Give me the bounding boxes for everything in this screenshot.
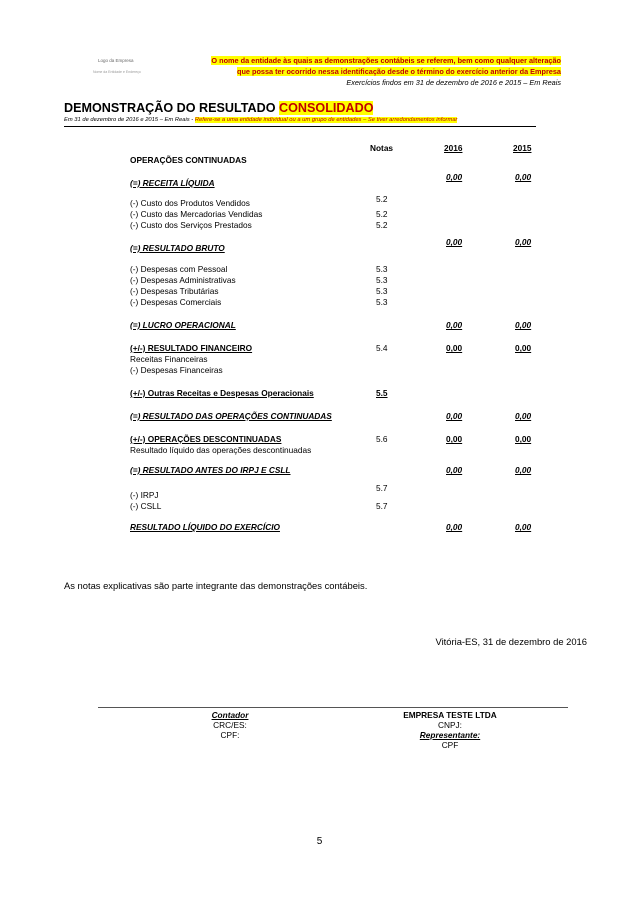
resultado-bruto-label: (=) RESULTADO BRUTO <box>130 243 225 253</box>
subtitle-prefix: Em 31 de dezembro de 2016 e 2015 – Em Reais - <box>64 117 195 123</box>
signature-line <box>98 707 568 708</box>
nota-5-2c: 5.2 <box>376 220 388 230</box>
lucro-operacional-label: (=) LUCRO OPERACIONAL <box>130 320 236 330</box>
section-title: OPERAÇÕES CONTINUADAS <box>130 155 247 165</box>
rec-financeiras: Receitas Financeiras <box>130 354 208 364</box>
receita-liquida-label: (=) RECEITA LÍQUIDA <box>130 178 215 188</box>
document-subtitle <box>64 117 457 123</box>
cpf-label-left: CPF: <box>220 730 240 740</box>
nota-5-4: 5.4 <box>376 343 388 353</box>
desp-trib: (-) Despesas Tributárias <box>130 286 219 296</box>
bruto-2016: 0,00 <box>446 237 463 247</box>
desp-financeiras: (-) Despesas Financeiras <box>130 365 223 375</box>
csll: (-) CSLL <box>130 501 162 511</box>
receita-2015: 0,00 <box>515 172 532 182</box>
desp-admin: (-) Despesas Administrativas <box>130 275 236 285</box>
entity-notice <box>211 55 561 88</box>
notice-line-2: que possa ter ocorrido nessa identificação desde o término do exercício anterior da Empresa <box>236 67 561 76</box>
liq-2015: 0,00 <box>515 522 532 532</box>
res-antes-irpj-label: (=) RESULTADO ANTES DO IRPJ E CSLL <box>130 465 291 475</box>
representante-label: Representante: <box>419 730 481 740</box>
crc-label: CRC/ES: <box>213 720 247 730</box>
nota-5-3c: 5.3 <box>376 286 388 296</box>
cnpj-label: CNPJ: <box>438 720 462 730</box>
logo-title: Logo da Empresa <box>98 58 134 63</box>
res-liquido-label: RESULTADO LÍQUIDO DO EXERCÍCIO <box>130 522 280 532</box>
cpf-label-right: CPF <box>441 740 459 750</box>
nota-5-5: 5.5 <box>376 388 388 398</box>
desc-2016: 0,00 <box>446 434 463 444</box>
custo-mercadorias: (-) Custo das Mercadorias Vendidas <box>130 209 263 219</box>
res-liquido-desc: Resultado líquido das operações descontinuadas <box>130 445 312 455</box>
antes-2015: 0,00 <box>515 465 532 475</box>
title-text: DEMONSTRAÇÃO DO RESULTADO <box>64 101 276 115</box>
irpj: (-) IRPJ <box>130 490 159 500</box>
outras-receitas-label: (+/-) Outras Receitas e Despesas Operacionais <box>130 388 314 398</box>
title-rule <box>64 126 536 127</box>
fin-2016: 0,00 <box>446 343 463 353</box>
cont-2016: 0,00 <box>446 411 463 421</box>
op-descontinuadas-label: (+/-) OPERAÇÕES DESCONTINUADAS <box>130 434 282 444</box>
subtitle-highlight: Refere-se a uma entidade individual ou a um grupo de entidades – Se tiver arredondamentos informar <box>194 117 458 123</box>
col-2016: 2016 <box>444 143 463 153</box>
document-title <box>64 101 373 115</box>
fin-2015: 0,00 <box>515 343 532 353</box>
period-line: Exercícios findos em 31 de dezembro de 2016 e 2015 – Em Reais <box>346 78 561 87</box>
desp-com: (-) Despesas Comerciais <box>130 297 222 307</box>
liq-2016: 0,00 <box>446 522 463 532</box>
nota-5-7b: 5.7 <box>376 501 388 511</box>
contador-label: Contador <box>211 710 249 720</box>
cont-2015: 0,00 <box>515 411 532 421</box>
receita-2016: 0,00 <box>446 172 463 182</box>
desp-pessoal: (-) Despesas com Pessoal <box>130 264 228 274</box>
page-number: 5 <box>316 836 323 847</box>
bruto-2015: 0,00 <box>515 237 532 247</box>
antes-2016: 0,00 <box>446 465 463 475</box>
title-highlight: CONSOLIDADO <box>279 101 374 115</box>
nota-5-6: 5.6 <box>376 434 388 444</box>
notes-statement: As notas explicativas são parte integrante das demonstrações contábeis. <box>64 580 368 591</box>
nota-5-7a: 5.7 <box>376 483 388 493</box>
nota-5-3b: 5.3 <box>376 275 388 285</box>
col-2015: 2015 <box>513 143 532 153</box>
company-block <box>380 710 520 750</box>
custo-produtos: (-) Custo dos Produtos Vendidos <box>130 198 250 208</box>
contador-block <box>180 710 280 740</box>
nota-5-2b: 5.2 <box>376 209 388 219</box>
custo-servicos: (-) Custo dos Serviços Prestados <box>130 220 252 230</box>
col-notas: Notas <box>370 143 394 153</box>
desc-2015: 0,00 <box>515 434 532 444</box>
nota-5-3d: 5.3 <box>376 297 388 307</box>
lucro-2016: 0,00 <box>446 320 463 330</box>
lucro-2015: 0,00 <box>515 320 532 330</box>
logo-subtitle: Nome da Entidade e Endereço <box>93 70 141 74</box>
nota-5-3a: 5.3 <box>376 264 388 274</box>
notice-line-1: O nome da entidade às quais as demonstrações contábeis se referem, bem como qualquer alteração <box>211 56 561 65</box>
nota-5-2a: 5.2 <box>376 194 388 204</box>
res-continuadas-label: (=) RESULTADO DAS OPERAÇÕES CONTINUADAS <box>130 411 332 421</box>
company-name: EMPRESA TESTE LTDA <box>403 710 497 720</box>
res-financeiro-label: (+/-) RESULTADO FINANCEIRO <box>130 343 253 353</box>
place-date: Vitória-ES, 31 de dezembro de 2016 <box>435 636 587 647</box>
